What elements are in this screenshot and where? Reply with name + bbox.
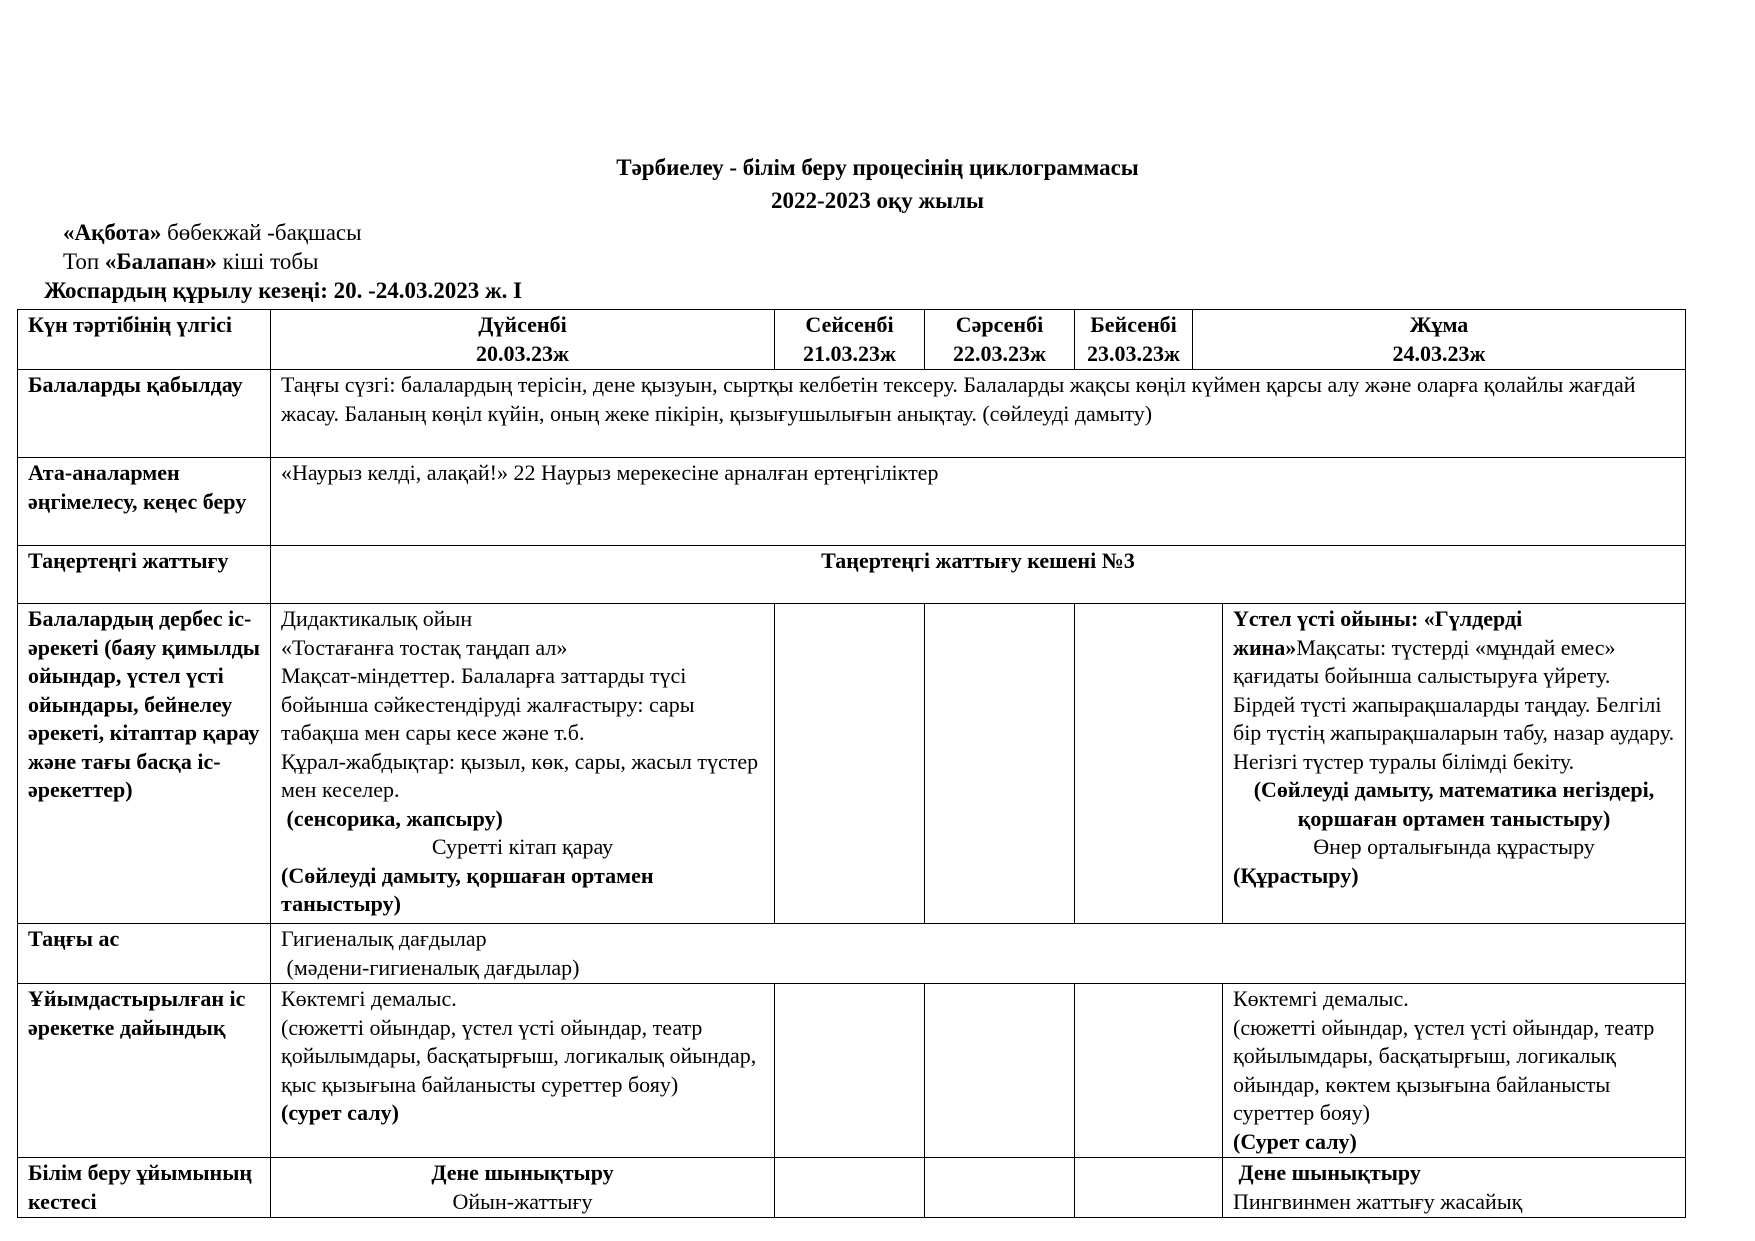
row-breakfast [18,924,1686,984]
kindergarten-name: «Ақбота» [63,220,162,245]
schedule-activity: Ойын-жаттығу [452,1188,593,1214]
day-date: 23.03.23ж [1087,340,1180,366]
activity-monday [271,604,775,924]
book-activity: Суретті кітап қарау [431,834,614,859]
schedule-activity: Пингвинмен жаттығу жасайық [1233,1188,1523,1214]
row-label: Таңғы ас [18,924,271,984]
activity-friday [1223,604,1686,924]
prep-tuesday [775,984,925,1158]
row-label: Балаларды қабылдау [18,370,271,458]
row-prep [18,984,1686,1158]
day-header-friday [1193,310,1686,370]
prep-title: Көктемгі демалыс. [281,986,457,1011]
art-area: (Құрастыру) [1233,862,1359,888]
row-label: Ата-аналармен әңгімелесу, кеңес беру [18,458,271,546]
prep-friday [1223,984,1686,1158]
hygiene-area: (мәдени-гигиеналық дағдылар) [281,954,580,980]
row-label: Ұйымдастырылған іс әрекетке дайындық [18,984,271,1158]
breakfast-text [271,924,1686,984]
schedule-monday [271,1158,775,1218]
schedule-subject: Дене шынықтыру [431,1160,614,1185]
game-title: «Тостағанға тостақ таңдап ал» [281,634,568,660]
prep-area: (Сурет салу) [1233,1128,1357,1154]
reception-text: Таңғы сүзгі: балалардың терісін, дене қызуын, сыртқы келбетін тексеру. Балаларды жақсы көңіл күймен қарсы алу және оларға қолайлы жағдай жасау. Баланың көңіл күйін, оның жеке пікірін, қызығушылығын анықтау. (сөйлеуді дамыту) [271,370,1686,458]
row-activity [18,604,1686,924]
day-date: 21.03.23ж [803,340,896,366]
schedule-friday [1223,1158,1686,1218]
exercise-text: Таңертеңгі жаттығу кешені №3 [271,546,1686,604]
day-header-monday [271,310,775,370]
row-label: Таңертеңгі жаттығу [18,546,271,604]
day-name: Дүйсенбі [478,312,567,337]
row-exercise [18,546,1686,604]
group-line [63,248,318,276]
plan-period: Жоспардың құрылу кезеңі: 20. -24.03.2023 ж. І [44,278,523,303]
schedule-tuesday [775,1158,925,1218]
day-name: Жұма [1409,312,1469,337]
book-area: (Сөйлеуді дамыту, қоршаған ортамен таныстыру) [281,862,654,916]
row-label: Балалардың дербес іс-әрекеті (баяу қимылды ойындар, үстел үсті ойындары, бейнелеу әрекеті, кітаптар қарау және тағы басқа іс-әрекеттер) [18,604,271,924]
row-label: Білім беру ұйымының кестесі [18,1158,271,1218]
document-title: Тәрбиелеу - білім беру процесінің циклограммасы [616,155,1139,180]
prep-area: (сурет салу) [281,1100,400,1125]
activity-wednesday [925,604,1075,924]
activity-thursday [1075,604,1223,924]
game-type: Дидактикалық ойын [281,606,473,631]
prep-thursday [1075,984,1223,1158]
kindergarten-line [63,219,362,247]
table-header-row [18,310,1686,370]
schedule-thursday [1075,1158,1223,1218]
schedule-wednesday [925,1158,1075,1218]
group-prefix: Топ [63,249,105,274]
game-title: Үстел үсті ойыны: «Гүлдерді жина» [1233,606,1523,660]
prep-title: Көктемгі демалыс. [1233,986,1409,1011]
prep-description: (сюжетті ойындар, үстел үсті ойындар, театр қойылымдары, басқатырғыш, логикалық ойындар, көктем қызығына байланысты суреттер бояу) [1233,1014,1655,1125]
game-goals: Мақсат-міндеттер. Балаларға заттарды түсі бойынша сәйкестендіруді жалғастыру: сары табақша мен сары кесе және т.б. [281,663,695,745]
prep-monday [271,984,775,1158]
cyclogram-table [17,309,1686,1218]
day-date: 22.03.23ж [953,340,1046,366]
group-name: «Балапан» [104,249,217,274]
corner-cell: Күн тәртібінің үлгісі [18,310,271,370]
day-header-thursday [1075,310,1193,370]
row-parents [18,458,1686,546]
day-header-wednesday [925,310,1075,370]
parents-text: «Наурыз келді, алақай!» 22 Наурыз мерекесіне арналған ертеңгіліктер [271,458,1686,546]
game-equipment: Құрал-жабдықтар: қызыл, көк, сары, жасыл түстер мен кеселер. [281,748,759,802]
row-reception [18,370,1686,458]
day-name: Сейсенбі [805,312,894,337]
game-area: (сенсорика, жапсыру) [281,805,503,831]
game-goals: Мақсаты: түстерді «мұндай емес» қағидаты бойынша салыстыруға үйрету. Бірдей түсті жапырақшаларды таңдау. Белгілі бір түстің жапырақшаларын табу, назар аудару. Негізгі түстер туралы білімді бекіту. [1233,634,1675,774]
art-activity: Өнер орталығында құрастыру [1313,834,1595,859]
schedule-subject: Дене шынықтыру [1233,1160,1421,1185]
academic-year: 2022-2023 оқу жылы [771,188,984,213]
prep-wednesday [925,984,1075,1158]
row-schedule [18,1158,1686,1218]
day-name: Бейсенбі [1090,312,1177,337]
game-area: (Сөйлеуді дамыту, математика негіздері, қоршаған ортамен таныстыру) [1253,777,1655,831]
hygiene-skills: Гигиеналық дағдылар [281,926,487,951]
day-header-tuesday [775,310,925,370]
kindergarten-suffix: бөбекжай -бақшасы [161,220,362,245]
day-date: 24.03.23ж [1392,340,1486,366]
group-suffix: кіші тобы [216,249,319,274]
day-name: Сәрсенбі [955,312,1044,337]
day-date: 20.03.23ж [476,340,569,366]
activity-tuesday [775,604,925,924]
prep-description: (сюжетті ойындар, үстел үсті ойындар, театр қойылымдары, басқатырғыш, логикалық ойындар, қыс қызығына байланысты суреттер бояу) [281,1014,757,1097]
